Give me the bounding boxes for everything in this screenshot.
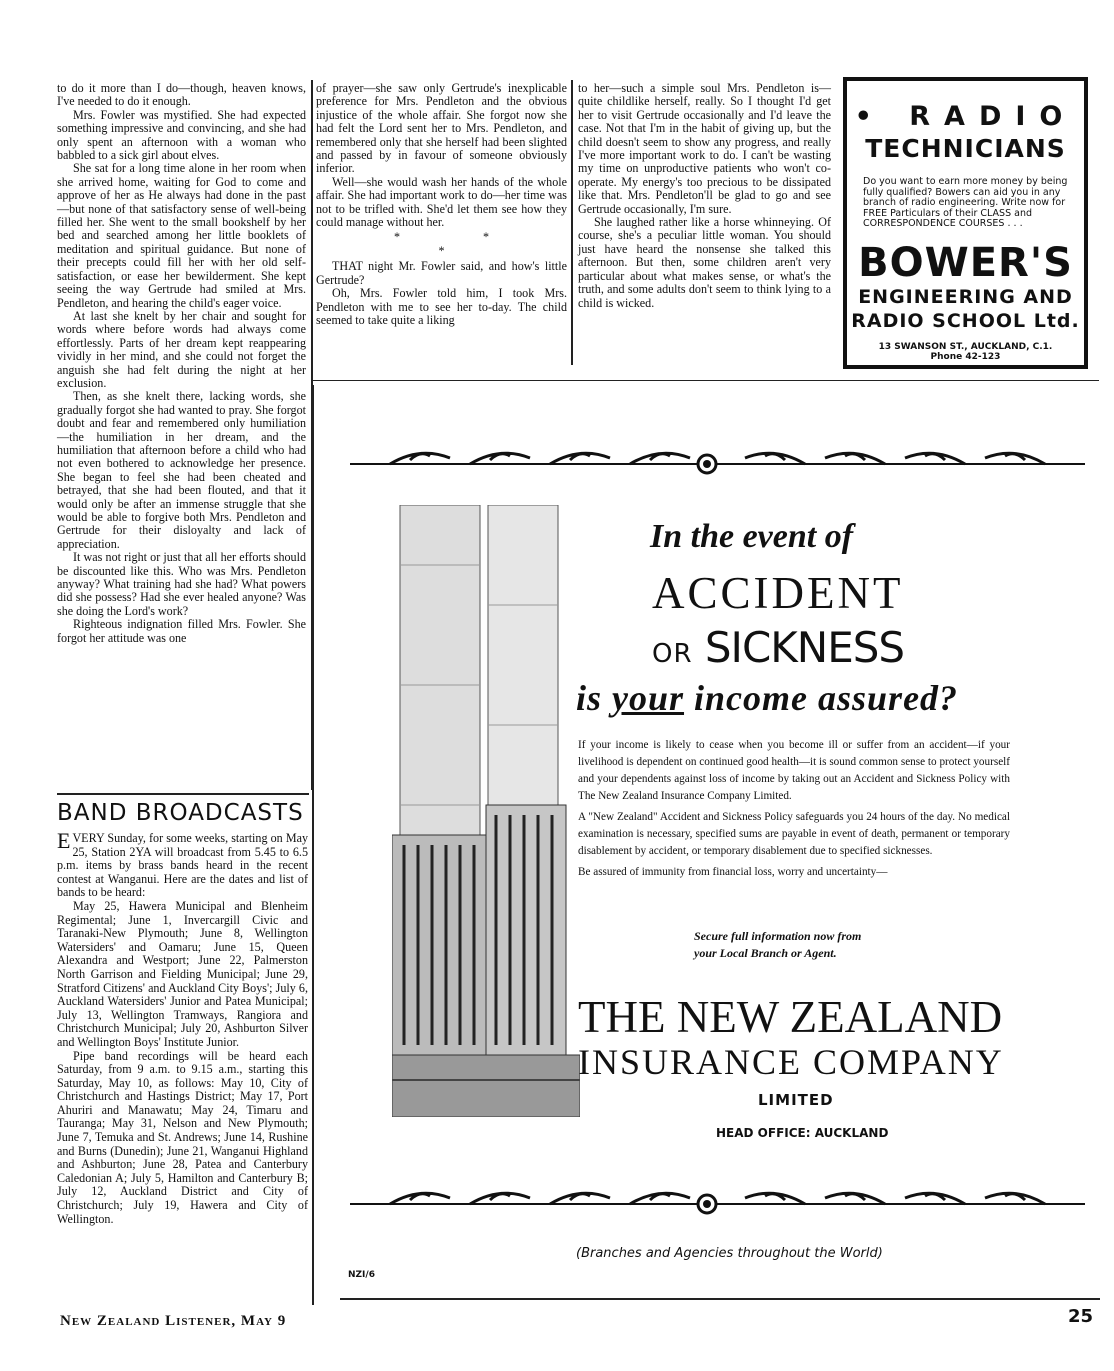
ad-headline: In the event of — [650, 518, 854, 555]
ad-headline-small: OR — [652, 639, 693, 669]
article-paragraph: At last she knelt by her chair and sought for words where before words had always come effortlessly. Parts of her dream kept reappearing vividly in her mind, and she could not forget the anguish she had felt during the night at her exclusion. — [57, 308, 306, 390]
ad-paragraph: Be assured of immunity from financial loss, worry and uncertainty— — [578, 866, 888, 878]
ad-company-name: BOWER'S — [858, 239, 1073, 286]
ad-cta-line: Secure full information now from — [694, 929, 862, 943]
article-paragraph: VERY Sunday, for some weeks, starting on May 25, Station 2YA will broadcast from 5.45 to 6.5 p.m. items by brass bands heard in the recent contest at Wanganui. Here are the dates and list of bands to be heard: — [57, 831, 308, 900]
ad-cta-line: your Local Branch or Agent. — [694, 946, 837, 960]
horizontal-rule — [57, 793, 309, 795]
ad-headline — [576, 677, 958, 719]
ad-paragraph: A "New Zealand" Accident and Sickness Policy safeguards you 24 hours of the day. No medical examination is necessary, specified sums are payable in event of death, permanent or temporary disablement by accident, or temporary disablement due to specified sicknesses. — [578, 811, 1010, 857]
article-column-3 — [578, 82, 831, 310]
article-paragraph: She laughed rather like a horse whinneying. Of course, she's a peculiar little woman. You should just have heard the nonsense she talked this afternoon. But then, some children aren't very particular about what makes sense, or what's the truth, and some adults don't seem to think lying to a child is wicked. — [578, 215, 831, 310]
section-break-stars: * * * — [393, 230, 530, 258]
ad-call-to-action — [694, 928, 861, 962]
column-divider — [312, 385, 314, 1305]
article-paragraph: It was not right or just that all her efforts should be discounted like this. Who was Mrs. Pendleton anyway? What training had she had? What powers did she possess? Had she ever healed anyone? Was she doing the Lord's work? — [57, 550, 306, 618]
ad-headline-word: SICKNESS — [704, 623, 905, 672]
article-column-2 — [316, 82, 567, 327]
ad-headline: ACCIDENT — [652, 568, 904, 618]
article-paragraph: Then, as she knelt there, lacking words, she gradually forgot she had wanted to pray. She forgot doubt and fear and remembered only humiliation—the humiliation in her dream, and the humiliation that afternoon before a child who had not even bothered to acknowledge her presence. She began to feel she had been cheated and betrayed, that she had been flouted, and that it would only be after an immense struggle that she would be able to forgive both Mrs. Pendleton and Gertrude for their disloyalty and lack of appreciation. — [57, 389, 306, 551]
horizontal-rule — [340, 1298, 1100, 1300]
ad-body: Do you want to earn more money by being fully qualified? Bowers can aid you in any branch of radio engineering. Write now for FREE Particulars of their CLASS and CORRESPONDENCE COURSES . . . — [863, 176, 1068, 229]
article-paragraph: Well—she would wash her hands of the whole affair. She had important work to do—her time was not to be trifled with. She'd let them see how they could manage without her. — [316, 174, 567, 230]
article-paragraph: to do it more than I do—though, heaven knows, I've needed to do it enough. — [57, 81, 306, 109]
ad-address: 13 SWANSON ST., AUCKLAND, C.1. — [878, 341, 1053, 352]
article-paragraph: of prayer—she saw only Gertrude's inexplicable preference for Mrs. Pendleton and the obvious injustice of the whole affair. She forgot now she had felt the Lord sent her to Mrs. Pendleton, and remembered only that she herself had been slighted and passed by in favour of someone obviously inferior. — [316, 81, 567, 176]
ad-headline-word: income assured? — [694, 678, 959, 718]
ad-branches: (Branches and Agencies throughout the World) — [576, 1246, 883, 1261]
article-paragraph: THAT night Mr. Fowler said, and how's little Gertrude? — [316, 259, 567, 287]
ad-company-limited: LIMITED — [758, 1091, 834, 1109]
ad-head-office: HEAD OFFICE: AUCKLAND — [716, 1126, 889, 1140]
article-paragraph: She sat for a long time alone in her room when she arrived home, waiting for God to come and approve of her as He always had done in the past—but none of that satisfactory sense of well-being filled her. She went to the small bookshelf by her bed and searched among her little booklets of meditation and spiritual guidance. But none of their precepts could fill her with her old self-satisfaction, or ease her bewilderment. She kept seeing the way Gertrude had smiled at Mrs. Pendleton, and hearing the child's eager voice. — [57, 161, 306, 310]
ad-company-name: INSURANCE COMPANY — [578, 1042, 1004, 1082]
section-title: BAND BROADCASTS — [57, 800, 304, 826]
ornament-border-icon — [350, 440, 1085, 480]
article-column-1 — [57, 82, 306, 645]
ad-paragraph: If your income is likely to cease when you become ill or suffer from an accident—if your livelihood is dependent on continued good health—it is sound common sense to protect yourself and your dependents against loss of income by taking out an Accident and Sickness Policy with The New Zealand Insurance Company Limited. — [578, 739, 1010, 802]
ad-heading: TECHNICIANS — [865, 134, 1066, 163]
band-broadcasts-article — [57, 800, 308, 1226]
ad-company-name: THE NEW ZEALAND — [578, 992, 1003, 1042]
article-paragraph: Mrs. Fowler was mystified. She had expected something impressive and convincing, and she had only spent an afternoon with a woman who babbled to a sick girl about elves. — [57, 107, 306, 163]
ad-headline-word: your — [612, 678, 685, 718]
insurance-ad — [340, 390, 1098, 1310]
ad-company-sub: RADIO SCHOOL Ltd. — [851, 309, 1080, 332]
article-paragraph: May 25, Hawera Municipal and Blenheim Regimental; June 1, Invercargill Civic and Taranaki-New Plymouth; June 8, Wellington Watersiders' and Oamaru; June 15, Queen Alexandra and Westport; June 22, Palmerston North Garrison and Fielding Municipal; June 29, Stratford Citizens' and Auckland City Boys'; July 6, Auckland Watersiders' Junior and Patea Municipal; July 13, Wellington Tramways, Rangiora and Christchurch Municipal; July 20, Ashburton Silver and Wellington Boys' Institute Junior. — [57, 898, 308, 1049]
article-paragraph: Oh, Mrs. Fowler told him, I took Mrs. Pendleton with me to see her to-day. The child seemed to take quite a liking — [316, 286, 567, 327]
stone-columns-illustration — [392, 505, 580, 1117]
article-paragraph: Pipe band recordings will be heard each Saturday, from 9 a.m. to 9.15 a.m., starting this Saturday, May 10, as follows: May 10, City of Christchurch and Hastings District; May 17, Port Ahuriri and Manawatu; May 24, Timaru and Tauranga; May 31, Nelson and New Plymouth; June 7, Temuka and St. Andrews; June 14, Rushine and Burns (Dunedin); June 21, Wanganui Highland and Ashburton; June 28, Patea and Canterbury Caledonian A; July 5, Hamilton and Canterbury B; July 12, Auckland District and City of Christchurch; July 19, Hawera and City of Wellington. — [57, 1048, 308, 1226]
ad-heading: • RADIO — [854, 101, 1077, 132]
page-number: 25 — [1068, 1306, 1094, 1327]
ad-headline — [652, 623, 904, 672]
page-footer-publication: New Zealand Listener, May 9 — [60, 1313, 287, 1329]
article-paragraph: Righteous indignation filled Mrs. Fowler. She forgot her attitude was one — [57, 617, 306, 645]
column-divider — [571, 80, 573, 365]
ad-phone: Phone 42-123 — [930, 351, 1001, 362]
drop-cap: E — [57, 828, 71, 853]
ad-code: NZI/6 — [348, 1270, 375, 1280]
article-paragraph: to her—such a simple soul Mrs. Pendleton is—quite childlike herself, really. So I thought I'd get her to visit Gertrude occasionally and I'd leave the case. Not that I'm in the habit of giving up, but the child doesn't seem to show any progress, and really I've more important work to do. I can't be wasting my time on unproductive patients who won't co-operate. My energy's too precious to be dissipated like that. Mrs. Pendleton'll be glad to go and see Gertrude occasionally, I'm sure. — [578, 81, 831, 216]
horizontal-rule — [312, 380, 1099, 381]
ad-body — [578, 737, 1010, 885]
radio-technicians-ad — [843, 77, 1088, 369]
ornament-border-icon — [350, 1180, 1085, 1220]
ad-company-sub: ENGINEERING AND — [858, 285, 1073, 308]
ad-headline-word: is — [576, 678, 603, 718]
